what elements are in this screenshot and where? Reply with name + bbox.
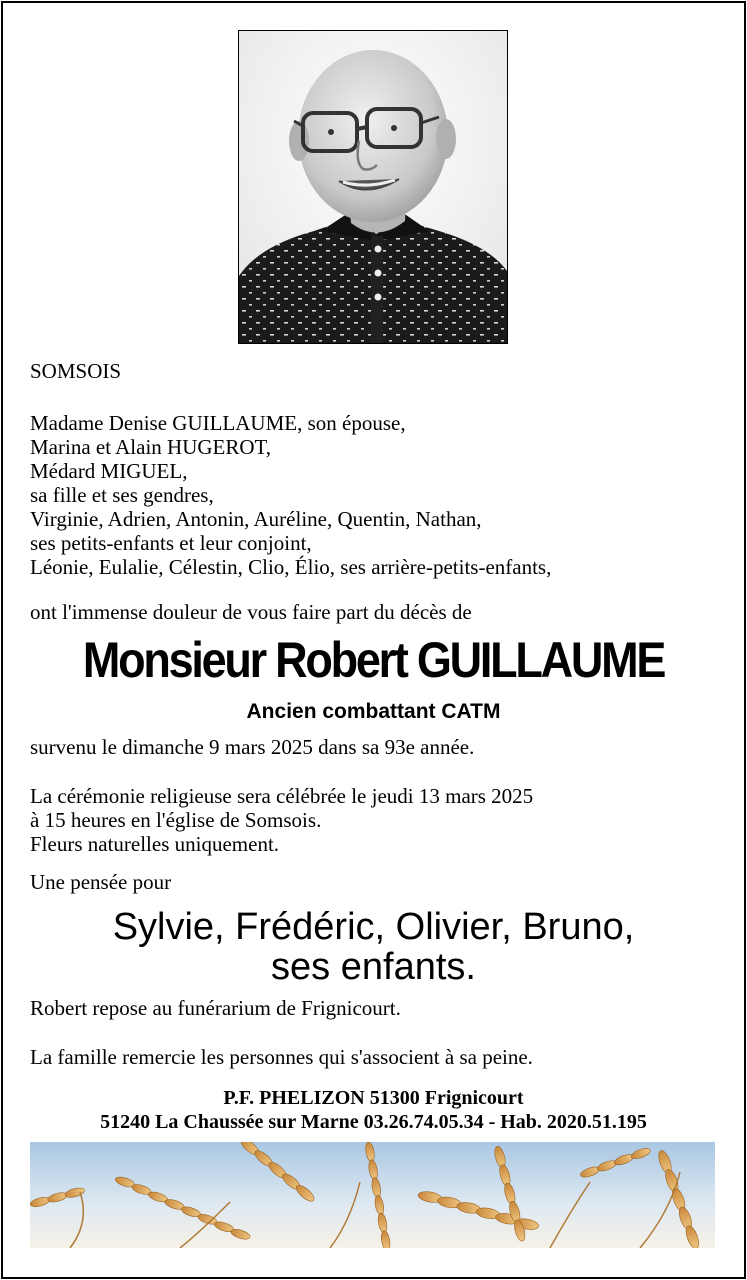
deceased-title: Ancien combattant CATM [246, 700, 501, 723]
family-line-2: Marina et Alain HUGEROT, [30, 435, 272, 459]
town-name: SOMSOIS [30, 359, 122, 383]
ceremony-line-2: à 15 heures en l'église de Somsois. [30, 808, 322, 832]
portrait-photo [238, 30, 508, 344]
ceremony-line-1: La cérémonie religieuse sera célébrée le jeudi 13 mars 2025 [30, 784, 534, 808]
family-line-4: sa fille et ses gendres, [30, 483, 214, 507]
funeral-home-name: P.F. PHELIZON 51300 Frignicourt [223, 1087, 524, 1109]
wheat-banner-image [30, 1142, 715, 1248]
deceased-name: Monsieur Robert GUILLAUME [82, 632, 665, 688]
thought-intro: Une pensée pour [30, 870, 172, 894]
family-line-3: Médard MIGUEL, [30, 459, 188, 483]
announcement-text: ont l'immense douleur de vous faire part du décès de [30, 600, 472, 624]
family-line-5: Virginie, Adrien, Antonin, Auréline, Quentin, Nathan, [30, 507, 482, 531]
family-line-7: Léonie, Eulalie, Célestin, Clio, Élio, ses arrière-petits-enfants, [30, 555, 552, 579]
death-date-line: survenu le dimanche 9 mars 2025 dans sa 93e année. [30, 735, 475, 759]
thanks-line: La famille remercie les personnes qui s'associent à sa peine. [30, 1045, 533, 1069]
funeral-home-contact: 51240 La Chaussée sur Marne 03.26.74.05.34 - Hab. 2020.51.195 [100, 1111, 647, 1133]
children-relation: ses enfants. [271, 946, 476, 988]
children-names: Sylvie, Frédéric, Olivier, Bruno, [112, 906, 635, 948]
family-line-6: ses petits-enfants et leur conjoint, [30, 531, 312, 555]
ceremony-line-3: Fleurs naturelles uniquement. [30, 832, 280, 856]
rest-place-line: Robert repose au funérarium de Frignicourt. [30, 996, 401, 1020]
family-line-1: Madame Denise GUILLAUME, son épouse, [30, 411, 406, 435]
